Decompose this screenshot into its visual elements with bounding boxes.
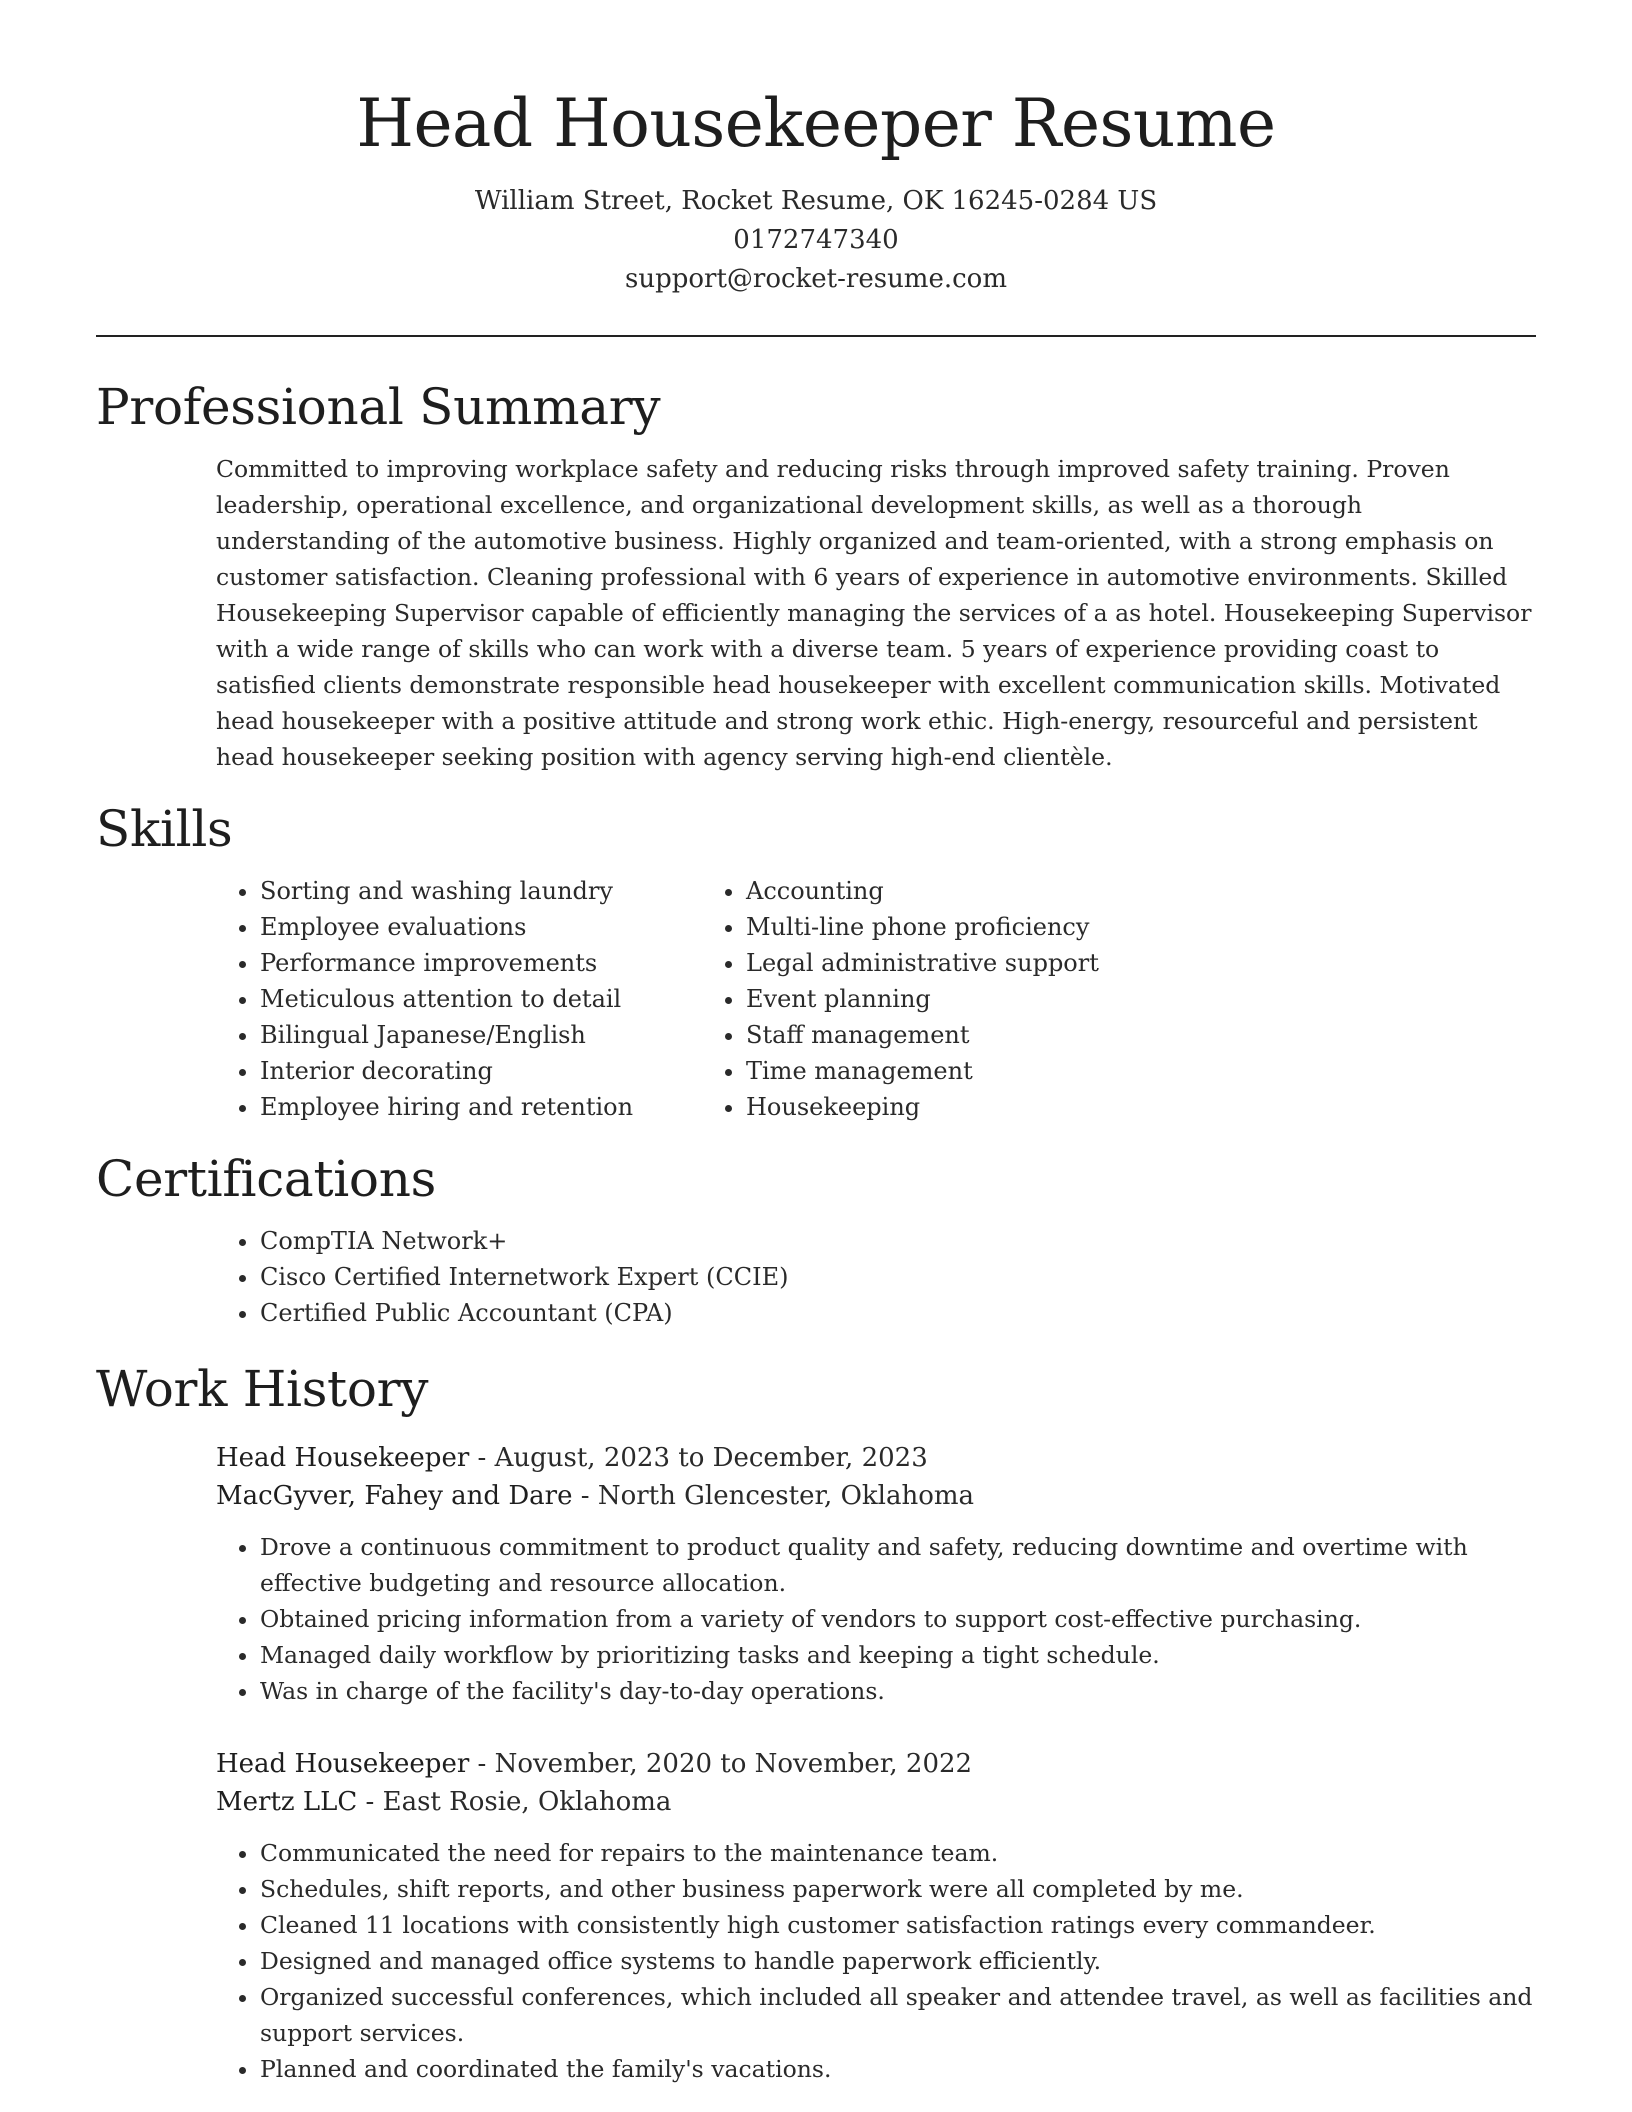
job-title: Head Housekeeper xyxy=(216,1442,470,1473)
skills-grid xyxy=(96,873,1536,1125)
skill-item: • Sorting and washing laundry xyxy=(260,873,746,909)
summary-text: Committed to improving workplace safety and reducing risks through improved safety training. Proven leadership, operational excellence, and organizational development skills, as well as a thorough understanding of the automotive business. Highly organized and team-oriented, with a strong emphasis on customer satisfaction. Cleaning professional with 6 years of experience in automotive environments. Skilled Housekeeping Supervisor capable of efficiently managing the services of a as hotel. Housekeeping Supervisor with a wide range of skills who can work with a diverse team. 5 years of experience providing coast to satisfied clients demonstrate responsible head housekeeper with excellent communication skills. Motivated head housekeeper with a positive attitude and strong work ethic. High-energy, resourceful and persistent head housekeeper seeking position with agency serving high-end clientèle. xyxy=(216,454,1532,771)
job-bullets xyxy=(216,1529,1536,1709)
certification-item: • Cisco Certified Internetwork Expert (CCIE) xyxy=(260,1259,1536,1295)
job-company-line xyxy=(216,1783,1536,1821)
skill-item: • Housekeeping xyxy=(746,1089,1232,1125)
skill-item: • Performance improvements xyxy=(260,945,746,981)
resume-header xyxy=(96,0,1536,299)
separator: - xyxy=(365,1786,383,1817)
job-bullet: • Designed and managed office systems to handle paperwork efficiently. xyxy=(260,1943,1536,1979)
job-bullet: • Planned and coordinated the family's vacations. xyxy=(260,2051,1536,2087)
skill-item: • Time management xyxy=(746,1053,1232,1089)
skill-item: • Interior decorating xyxy=(260,1053,746,1089)
job-company: Mertz LLC xyxy=(216,1786,358,1817)
job-bullets xyxy=(216,1835,1536,2087)
summary-heading: Professional Summary xyxy=(96,377,661,436)
contact-block xyxy=(96,182,1536,299)
job-dates: August, 2023 to December, 2023 xyxy=(494,1442,928,1473)
job-bullet: • Obtained pricing information from a variety of vendors to support cost-effective purchasing. xyxy=(260,1601,1536,1637)
certification-item: • Certified Public Accountant (CPA) xyxy=(260,1295,1536,1331)
resume-page xyxy=(96,0,1536,2112)
job-bullet: • Schedules, shift reports, and other business paperwork were all completed by me. xyxy=(260,1871,1536,1907)
job-company-line xyxy=(216,1477,1536,1515)
job-entry xyxy=(216,1439,1536,1709)
job-bullet: • Communicated the need for repairs to the maintenance team. xyxy=(260,1835,1536,1871)
job-bullet: • Cleaned 11 locations with consistently high customer satisfaction ratings every commandeer. xyxy=(260,1907,1536,1943)
job-bullet: • Drove a continuous commitment to product quality and safety, reducing downtime and overtime with effective budgeting and resource allocation. xyxy=(260,1529,1536,1601)
skill-item: • Legal administrative support xyxy=(746,945,1232,981)
skills-heading: Skills xyxy=(96,799,233,858)
separator: - xyxy=(477,1748,495,1779)
skill-item: • Accounting xyxy=(746,873,1232,909)
job-location: East Rosie, Oklahoma xyxy=(382,1786,672,1817)
job-location: North Glencester, Oklahoma xyxy=(597,1480,975,1511)
contact-phone: 0172747340 xyxy=(733,224,899,255)
job-entry xyxy=(216,1745,1536,2087)
skill-item: • Staff management xyxy=(746,1017,1232,1053)
skill-item: • Employee hiring and retention xyxy=(260,1089,746,1125)
job-title-line xyxy=(216,1439,1536,1477)
contact-email: support@rocket-resume.com xyxy=(624,263,1007,294)
job-title: Head Housekeeper xyxy=(216,1748,470,1779)
job-bullet: • Managed daily workflow by prioritizing tasks and keeping a tight schedule. xyxy=(260,1637,1536,1673)
skill-item: • Employee evaluations xyxy=(260,909,746,945)
separator: - xyxy=(580,1480,598,1511)
resume-title: Head Housekeeper Resume xyxy=(356,85,1276,162)
job-company: MacGyver, Fahey and Dare xyxy=(216,1480,573,1511)
skill-item: • Bilingual Japanese/English xyxy=(260,1017,746,1053)
header-divider xyxy=(96,335,1536,337)
job-dates: November, 2020 to November, 2022 xyxy=(494,1748,973,1779)
job-bullet: • Organized successful conferences, which included all speaker and attendee travel, as well as facilities and support services. xyxy=(260,1979,1536,2051)
skill-item: • Event planning xyxy=(746,981,1232,1017)
job-bullet: • Was in charge of the facility's day-to-day operations. xyxy=(260,1673,1536,1709)
work-history-heading: Work History xyxy=(96,1359,429,1418)
skill-item: • Meticulous attention to detail xyxy=(260,981,746,1017)
certification-item: • CompTIA Network+ xyxy=(260,1223,1536,1259)
certifications-list xyxy=(96,1223,1536,1331)
skill-item: • Multi-line phone proficiency xyxy=(746,909,1232,945)
certifications-heading: Certifications xyxy=(96,1149,436,1208)
skills-list-right xyxy=(582,873,1232,1125)
contact-address: William Street, Rocket Resume, OK 16245-0284 US xyxy=(474,185,1158,216)
separator: - xyxy=(477,1442,495,1473)
job-title-line xyxy=(216,1745,1536,1783)
